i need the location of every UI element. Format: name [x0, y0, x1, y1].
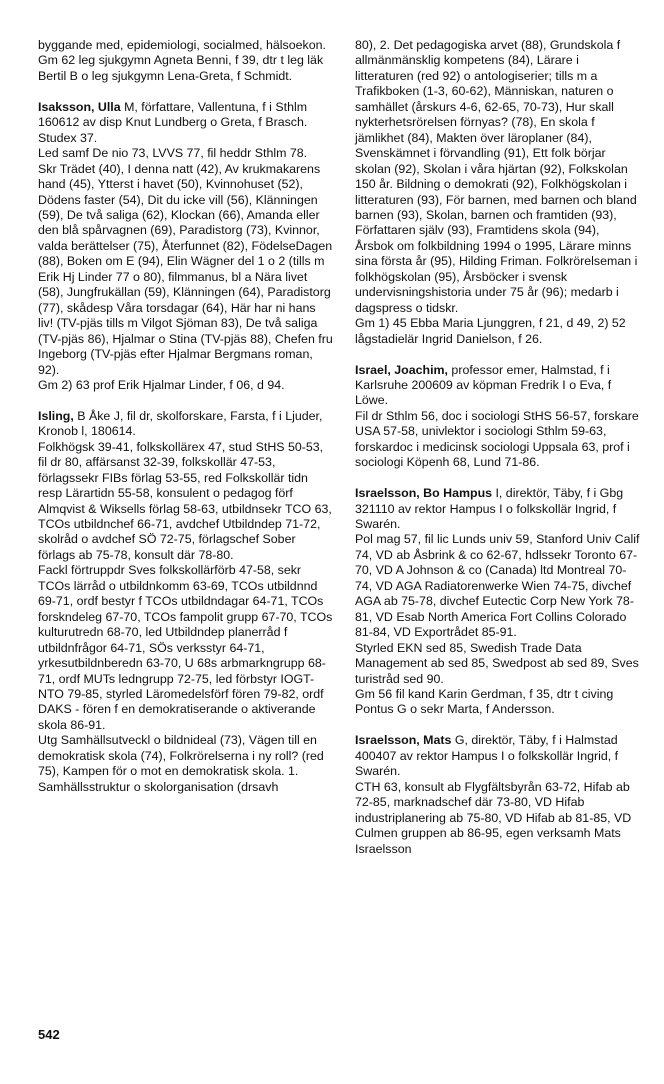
entry-paragraph: Styrled EKN sed 85, Swedish Trade Data Management ab sed 85, Swedpost ab sed 89, Sves turistråd sed 90.: [355, 640, 639, 686]
entry-paragraph: Pol mag 57, fil lic Lunds univ 59, Stanford Univ Calif 74, VD ab Åsbrink & co 62-67, hdlssekr Toronto 67-70, VD A Johnson & co (Canada) ltd Montreal 70-74, VD AGA Radiatorenwerke Wien 74-75, divchef AGA ab 75-78, divchef Eutectic Corp New York 78-81, VD Esab North America Fort Collins Colorado 81-84, VD Exportrådet 85-91.: [355, 532, 640, 640]
biography-entry-continuation: [38, 38, 334, 84]
entry-paragraph: byggande med, epidemiologi, socialmed, hälsoekon.: [38, 38, 326, 52]
entry-header: [38, 409, 334, 440]
entry-name: Israel, Joachim,: [355, 362, 448, 377]
entry-name: Isling,: [38, 408, 74, 423]
entry-header: [38, 100, 334, 131]
biography-entry-israel-joachim: [355, 363, 640, 471]
entry-name: Isaksson, Ulla: [38, 99, 121, 114]
right-column: [355, 38, 640, 872]
entry-paragraph: Utg Samhällsutveckl o bildnideal (73), Vägen till en demokratisk skola (74), Folkrörelserna i ny roll? (red 75), Kampen för o mot en demokratisk skola. 1. Samhällsstruktur o skolorganisation (drsavh: [38, 733, 324, 794]
entry-paragraph: 80), 2. Det pedagogiska arvet (88), Grundskola f allmänmänsklig kompetens (84), Lärare i litteraturen (red 92) o antologiserier; tills m a Trafikboken (1-3, 60-62), Människan, naturen o samhället (årskurs 4-6, 62-65, 70-73), Hur skall nykterhetsrörelsen förnyas? (78), En skola f jämlikhet (84), Makten över läroplaner (84), Svenskämnet i förvandling (91), Ett folk börjar skolan (92), Skolan i våra hjärtan (92), Folkskolan 150 år. Bildning o demokrati (92), Folkhögskolan i litteraturen (93), För barnen, med barnen och bland barnen (93), Skolan, barnen och framtiden (93), Författaren själv (93), Framtidens skola (94), Årsbok om folkbildning 1994 o 1995, Lärare minns sina första år (95), Hilding Friman. Folkrörelseman i folkhögskolan (95), Årsböcker i svensk undervisningshistoria under 75 år (96); medarb i dagspress o tidskr.: [355, 38, 638, 315]
entry-paragraph: Folkhögsk 39-41, folkskollärex 47, stud StHS 50-53, fil dr 80, affärsanst 32-39, folkskollär 47-53, förlagssekr FIBs förlag 53-55, red Folkskollär tidn resp Lärartidn 55-58, konsulent o pedagog förf Almqvist & Wiksells förlag 58-63, utbildnsekr TCO 63, TCOs utbildnchef 66-71, avdchef Utbildndep 71-72, skolråd o avdchef SÖ 72-75, förlagschef Sober förlags ab 75-78, konsult där 78-80.: [38, 439, 332, 562]
entry-header: [355, 486, 640, 532]
entry-name: Israelsson, Mats: [355, 733, 452, 748]
entry-paragraph: CTH 63, konsult ab Flygfältsbyrån 63-72, Hifab ab 72-85, marknadschef där 73-80, VD Hifab industriplanering ab 75-80, VD Hifab ab 81-85, VD Culmen gruppen ab 86-95, egen verksamh Mats Israelsson: [355, 779, 632, 856]
entry-paragraph: Fackl förtruppdr Sves folkskollärförb 47-58, sekr TCOs lärråd o utbildnkomm 63-69, TCOs utbildnnd 69-71, ordf bestyr f TCOs utbildndagar 64-71, TCOs forskndeleg 67-70, TCOs fampolit grupp 67-70, TCOs kulturutredn 68-70, led Utbildndep planerråd f utbildnfrågor 64-71, SÖs verksstyr 64-71, yrkesutbildnberedn 63-70, U 68s arbmarkngrupp 68-71, ordf MUTs ledngrupp 72-75, led förbstyr IOGT-NTO 79-85, styrled Läromedelsförf fören 79-82, ordf DAKS - fören f en demokratiserande o aktiverande skola 86-91.: [38, 563, 333, 732]
biography-entry-israelsson-bo-hampus: [355, 486, 640, 718]
biography-entry-continuation: [355, 38, 640, 347]
entry-header-text: B Åke J, fil dr, skolforskare, Farsta, f i Ljuder, Kronob l, 180614.: [38, 408, 323, 439]
entry-header-text: M, författare, Vallentuna, f i Sthlm 160612 av disp Knut Lundberg o Greta, f Brasch.: [38, 99, 308, 130]
entry-header-text: I, direktör, Täby, f i Gbg 321110 av rektor Hampus I o folkskollär Ingrid, f Swarén.: [355, 486, 624, 532]
entry-paragraph: Studex 37.: [38, 130, 98, 145]
entry-paragraph: Gm 56 fil kand Karin Gerdman, f 35, dtr t civing Pontus G o sekr Marta, f Andersson.: [355, 687, 614, 717]
entry-paragraph: Led samf De nio 73, LVVS 77, fil heddr Sthlm 78.: [38, 146, 308, 161]
left-column: [38, 38, 334, 811]
entry-name: Israelsson, Bo Hampus: [355, 486, 493, 501]
biography-entry-isling: [38, 409, 334, 795]
biography-entry-isaksson-ulla: [38, 100, 334, 394]
entry-header: [355, 363, 640, 409]
page-number: 542: [38, 1027, 60, 1042]
entry-header-text: professor emer, Halmstad, f i Karlsruhe 200609 av köpman Fredrik I o Eva, f Löwe.: [355, 362, 612, 408]
entry-paragraph: Skr Trädet (40), I denna natt (42), Av krukmakarens hand (45), Ytterst i havet (50), Kvinnohuset (52), Dödens faster (54), Dit du icke vill (56), Klänningen (59), De två saliga (62), Klockan (66), Amanda eller den blå spårvagnen (69), Paradistorg (73), Kvinnor, valda berättelser (75), Återfunnet (82), FödelseDagen (88), Boken om E (94), Elin Wägner del 1 o 2 (tills m Erik Hj Linder 77 o 80), filmmanus, bl a Nära livet (58), Jungfrukällan (59), Klänningen (64), Paradistorg (77), skådesp Våra torsdagar (64), Här har ni hans liv! (TV-pjäs tills m Vilgot Sjöman 83), De två saliga (TV-pjäs 86), Hjalmar o Stina (TV-pjäs 88), Chefen fru Ingeborg (TV-pjäs efter Hjalmar Bergmans roman, 92).: [38, 161, 333, 377]
entry-header-text: G, direktör, Täby, f i Halmstad 400407 av rektor Hampus I o folkskollär Ingrid, f Swarén.: [355, 733, 619, 779]
biography-entry-israelsson-mats: [355, 733, 640, 857]
entry-paragraph: Gm 62 leg sjukgymn Agneta Benni, f 39, dtr t leg läk Bertil B o leg sjukgymn Lena-Greta, f Schmidt.: [38, 53, 324, 83]
entry-paragraph: Gm 1) 45 Ebba Maria Ljunggren, f 21, d 49, 2) 52 lågstadielär Ingrid Danielson, f 26.: [355, 316, 626, 346]
entry-paragraph: Gm 2) 63 prof Erik Hjalmar Linder, f 06, d 94.: [38, 377, 285, 392]
entry-paragraph: Fil dr Sthlm 56, doc i sociologi StHS 56-57, forskare USA 57-58, univlektor i sociologi Sthlm 59-63, forskardoc i medicinsk sociologi Uppsala 63, prof i sociologi Köpenh 68, Lund 71-86.: [355, 408, 639, 470]
entry-header: [355, 733, 640, 779]
